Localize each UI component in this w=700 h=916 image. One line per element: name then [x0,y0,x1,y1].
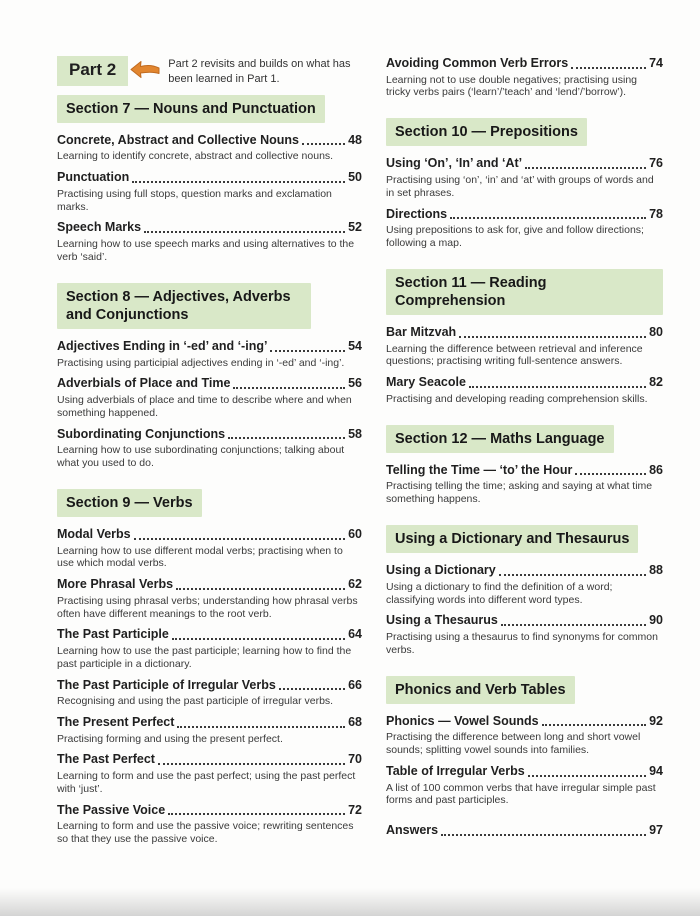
entry-description: Practising and developing reading comprehension skills. [386,392,648,405]
entry-description: Practising the difference between long and short vowel sounds; splitting vowel sounds into families. [386,731,641,757]
dotted-leader [450,217,646,219]
dotted-leader [228,437,345,439]
entry-description: Practising forming and using the present perfect. [57,732,283,745]
dotted-leader [525,167,646,169]
entry-description: Practising using full stops, question marks and exclamation marks. [57,187,332,213]
entry-title: Adjectives Ending in ‘-ed’ and ‘-ing’ [57,338,268,353]
toc-entry-more-phrasal-verbs [57,577,362,620]
entry-page-number: 74 [649,56,663,70]
dotted-leader [144,231,345,233]
dotted-leader [501,624,646,626]
dotted-leader [441,834,646,836]
left-arrow-icon [130,60,160,84]
entry-title: The Present Perfect [57,714,175,729]
entry-title: Bar Mitzvah [386,325,457,340]
dotted-leader [528,775,646,777]
entry-page-number: 72 [348,802,362,817]
toc-entry-subordinating-conjunctions [57,427,362,470]
toc-entry-bar-mitzvah [386,325,663,368]
entry-description: Learning how to use subordinating conjunctions; talking about what you used to do. [57,444,345,469]
table-of-contents-page [57,56,663,853]
dotted-leader [176,588,345,590]
toc-entry-past-perfect [57,752,362,795]
entry-title: Avoiding Common Verb Errors [386,56,569,70]
dotted-leader [270,350,345,352]
toc-right-column [386,56,663,853]
dotted-leader [158,763,345,765]
entry-description: Learning how to use different modal verbs; practising when to use which modal verbs. [57,544,343,570]
entry-description: Learning the difference between retrieval and inference questions; practising writing full-sentence answers. [386,342,643,368]
section-8-header: Section 8 — Adjectives, Adverbs and Conjunctions [57,283,311,329]
section-7-header: Section 7 — Nouns and Punctuation [57,95,325,123]
entry-description: Learning not to use double negatives; practising using tricky verbs pairs (‘learn’/’teach’ and ‘lend’/’borrow’). [386,73,638,99]
entry-title: Modal Verbs [57,526,131,541]
toc-entry-modal-verbs [57,527,362,570]
section-9-header: Section 9 — Verbs [57,489,202,517]
dotted-leader [177,726,345,728]
entry-page-number: 97 [649,823,663,838]
dotted-leader [233,387,345,389]
dotted-leader [168,813,345,815]
entry-page-number: 64 [348,627,362,642]
entry-page-number: 76 [649,156,663,171]
entry-page-number: 88 [649,563,663,578]
toc-left-column [57,56,362,853]
part-2-note: Part 2 revisits and builds on what has been learned in Part 1. [168,58,351,85]
entry-description: Learning to form and use the passive voice; rewriting sentences so that they use the passive voice. [57,820,354,846]
entry-page-number: 86 [649,462,663,477]
entry-page-number: 48 [348,132,362,147]
entry-title: Using a Dictionary [386,563,496,578]
entry-description: Learning how to use speech marks and using alternatives to the verb ‘said’. [57,238,355,263]
entry-description: Practising using a thesaurus to find synonyms for common verbs. [386,630,658,656]
entry-description: Practising using phrasal verbs; understanding how phrasal verbs often have different meanings to the root verb. [57,594,358,620]
dotted-leader [542,724,647,726]
entry-page-number: 62 [348,577,362,592]
entry-page-number: 50 [348,170,362,185]
page-edge-shadow [0,888,700,916]
entry-page-number: 90 [649,613,663,628]
dotted-leader [132,181,345,183]
toc-entry-past-participle [57,627,362,670]
toc-entry-phonics-vowel-sounds [386,714,663,757]
dotted-leader [134,538,345,540]
section-12-header: Section 12 — Maths Language [386,425,614,453]
entry-page-number: 92 [649,713,663,728]
toc-entry-table-of-irregular-verbs [386,764,663,807]
entry-title: Concrete, Abstract and Collective Nouns [57,132,299,147]
dotted-leader [571,67,646,69]
entry-description: Learning to identify concrete, abstract and collective nouns. [57,150,334,163]
entry-description: Learning how to use the past participle; learning how to find the past participle in a dictionary. [57,644,352,670]
toc-entry-mary-seacole [386,375,663,405]
phonics-verb-tables-header: Phonics and Verb Tables [386,676,575,704]
toc-entry-adverbials-place-time [57,376,362,419]
entry-title: Using a Thesaurus [386,613,498,628]
part-2-banner [57,56,362,87]
entry-description: Using prepositions to ask for, give and follow directions; following a map. [386,224,644,249]
toc-entry-punctuation [57,170,362,213]
toc-entry-speech-marks [57,220,362,263]
part-2-badge: Part 2 [57,56,128,86]
dotted-leader [469,386,646,388]
toc-entry-passive-voice [57,803,362,846]
entry-description: Learning to form and use the past perfect; using the past perfect with ‘just’. [57,770,356,795]
entry-description: Practising telling the time; asking and saying at what time something happens. [386,480,653,506]
entry-title: Subordinating Conjunctions [57,426,226,441]
entry-page-number: 66 [348,677,362,692]
toc-entry-telling-the-time [386,463,663,506]
entry-page-number: 68 [348,714,362,729]
dotted-leader [575,473,646,475]
section-11-header: Section 11 — Reading Comprehension [386,269,663,315]
toc-entry-directions [386,207,663,250]
entry-title: Punctuation [57,170,130,185]
dotted-leader [302,143,345,145]
entry-title: More Phrasal Verbs [57,577,174,592]
toc-entry-using-on-in-at [386,156,663,199]
entry-page-number: 94 [649,763,663,778]
section-10-header: Section 10 — Prepositions [386,118,587,146]
entry-title: Phonics — Vowel Sounds [386,713,539,728]
entry-title: Speech Marks [57,220,142,235]
entry-title: The Passive Voice [57,802,166,817]
entry-title: Telling the Time — ‘to’ the Hour [386,462,573,477]
toc-entry-using-a-dictionary [386,563,663,606]
entry-title: The Past Participle [57,627,169,642]
entry-title: Directions [386,206,448,221]
dotted-leader [172,638,345,640]
toc-entry-answers [386,823,663,839]
toc-entry-avoiding-common-verb-errors [386,56,663,99]
entry-description: Practising using ‘on’, ‘in’ and ‘at’ with groups of words and in set phrases. [386,173,654,199]
entry-title: Using ‘On’, ‘In’ and ‘At’ [386,156,523,171]
toc-entry-adjectives-ed-ing [57,339,362,369]
entry-title: Answers [386,823,439,838]
entry-page-number: 78 [649,206,663,221]
dotted-leader [499,574,646,576]
entry-description: A list of 100 common verbs that have irregular simple past forms and past participles. [386,781,656,807]
entry-page-number: 60 [348,526,362,541]
entry-title: Adverbials of Place and Time [57,376,231,391]
entry-title: The Past Participle of Irregular Verbs [57,677,276,692]
entry-description: Using a dictionary to find the definition of a word; classifying words into different word types. [386,580,613,606]
dotted-leader [459,336,646,338]
entry-description: Practising using participial adjectives ending in ‘-ed’ and ‘-ing’. [57,356,345,369]
toc-entry-using-a-thesaurus [386,613,663,656]
entry-title: The Past Perfect [57,752,155,767]
entry-description: Recognising and using the past participle of irregular verbs. [57,695,334,708]
entry-title: Mary Seacole [386,375,466,390]
toc-entry-present-perfect [57,715,362,745]
entry-title: Table of Irregular Verbs [386,763,525,778]
entry-page-number: 56 [348,376,362,391]
toc-entry-concrete-abstract-collective-nouns [57,133,362,163]
entry-page-number: 54 [348,338,362,353]
dotted-leader [279,688,345,690]
dictionary-thesaurus-header: Using a Dictionary and Thesaurus [386,525,638,553]
entry-page-number: 52 [348,220,362,235]
entry-description: Using adverbials of place and time to describe where and when something happened. [57,393,352,419]
entry-page-number: 80 [649,325,663,340]
toc-entry-past-participle-irregular-verbs [57,678,362,708]
entry-page-number: 70 [348,752,362,767]
entry-page-number: 82 [649,375,663,390]
entry-page-number: 58 [348,426,362,441]
